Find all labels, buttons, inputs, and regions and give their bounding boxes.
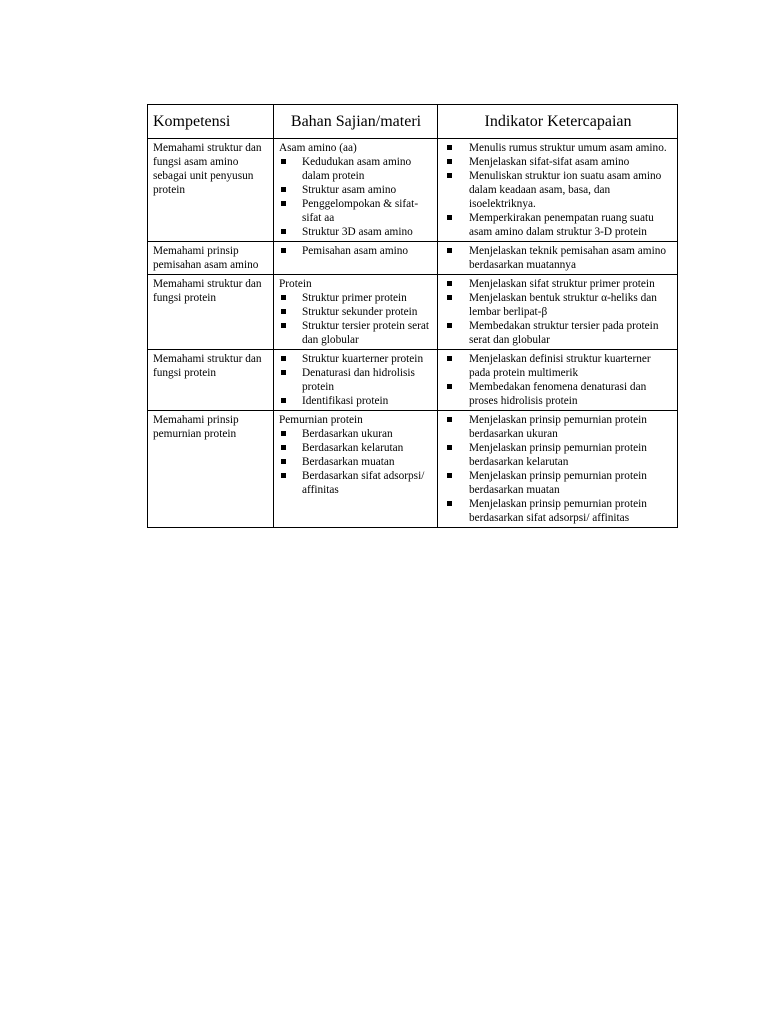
bahan-intro: Protein <box>279 278 312 290</box>
list-item: Menjelaskan prinsip pemurnian protein berdasarkan muatan <box>443 469 673 497</box>
list-item: Memperkirakan penempatan ruang suatu asam amino dalam struktur 3-D protein <box>443 211 673 239</box>
kompetensi-cell: Memahami prinsip pemurnian protein <box>148 411 274 528</box>
list-item: Menjelaskan prinsip pemurnian protein berdasarkan ukuran <box>443 413 673 441</box>
list-item: Berdasarkan kelarutan <box>279 441 433 455</box>
list-item: Struktur 3D asam amino <box>279 225 433 239</box>
indikator-cell <box>438 350 678 411</box>
indikator-cell <box>438 139 678 242</box>
list-item: Menjelaskan bentuk struktur α-heliks dan lembar berlipat-β <box>443 291 673 319</box>
list-item: Pemisahan asam amino <box>279 244 433 258</box>
bahan-list <box>279 352 433 408</box>
list-item: Identifikasi protein <box>279 394 433 408</box>
kompetensi-cell: Memahami prinsip pemisahan asam amino <box>148 242 274 275</box>
list-item: Penggelompokan & sifat-sifat aa <box>279 197 433 225</box>
table-row <box>148 350 678 411</box>
list-item: Struktur asam amino <box>279 183 433 197</box>
bahan-cell <box>274 275 438 350</box>
kompetensi-cell: Memahami struktur dan fungsi asam amino sebagai unit penyusun protein <box>148 139 274 242</box>
indikator-list <box>443 352 673 408</box>
table-row <box>148 139 678 242</box>
list-item: Menjelaskan prinsip pemurnian protein berdasarkan sifat adsorpsi/ affinitas <box>443 497 673 525</box>
kompetensi-cell: Memahami struktur dan fungsi protein <box>148 275 274 350</box>
list-item: Membedakan struktur tersier pada protein serat dan globular <box>443 319 673 347</box>
indikator-list <box>443 141 673 239</box>
bahan-cell <box>274 139 438 242</box>
table-row <box>148 242 678 275</box>
table-row <box>148 275 678 350</box>
indikator-list <box>443 413 673 525</box>
bahan-cell <box>274 350 438 411</box>
table-row <box>148 411 678 528</box>
list-item: Struktur kuarterner protein <box>279 352 433 366</box>
bahan-list <box>279 244 433 258</box>
bahan-list <box>279 155 433 239</box>
bahan-cell <box>274 411 438 528</box>
indikator-cell <box>438 275 678 350</box>
list-item: Menulis rumus struktur umum asam amino. <box>443 141 673 155</box>
list-item: Berdasarkan sifat adsorpsi/ affinitas <box>279 469 433 497</box>
kompetensi-cell: Memahami struktur dan fungsi protein <box>148 350 274 411</box>
list-item: Kedudukan asam amino dalam protein <box>279 155 433 183</box>
list-item: Membedakan fenomena denaturasi dan proses hidrolisis protein <box>443 380 673 408</box>
list-item: Berdasarkan muatan <box>279 455 433 469</box>
list-item: Menjelaskan prinsip pemurnian protein berdasarkan kelarutan <box>443 441 673 469</box>
competency-table <box>147 104 678 528</box>
header-kompetensi: Kompetensi <box>148 105 274 139</box>
list-item: Menuliskan struktur ion suatu asam amino dalam keadaan asam, basa, dan isoelektriknya. <box>443 169 673 211</box>
list-item: Menjelaskan sifat-sifat asam amino <box>443 155 673 169</box>
list-item: Menjelaskan sifat struktur primer protein <box>443 277 673 291</box>
bahan-intro: Pemurnian protein <box>279 414 363 426</box>
indikator-list <box>443 244 673 272</box>
list-item: Menjelaskan teknik pemisahan asam amino berdasarkan muatannya <box>443 244 673 272</box>
list-item: Menjelaskan definisi struktur kuarterner pada protein multimerik <box>443 352 673 380</box>
indikator-list <box>443 277 673 347</box>
header-bahan-sajian: Bahan Sajian/materi <box>274 105 438 139</box>
bahan-list <box>279 427 433 497</box>
header-indikator: Indikator Ketercapaian <box>438 105 678 139</box>
indikator-cell <box>438 242 678 275</box>
list-item: Berdasarkan ukuran <box>279 427 433 441</box>
bahan-list <box>279 291 433 347</box>
table-header-row <box>148 105 678 139</box>
list-item: Struktur primer protein <box>279 291 433 305</box>
indikator-cell <box>438 411 678 528</box>
bahan-cell <box>274 242 438 275</box>
list-item: Denaturasi dan hidrolisis protein <box>279 366 433 394</box>
list-item: Struktur sekunder protein <box>279 305 433 319</box>
bahan-intro: Asam amino (aa) <box>279 142 357 154</box>
list-item: Struktur tersier protein serat dan globular <box>279 319 433 347</box>
